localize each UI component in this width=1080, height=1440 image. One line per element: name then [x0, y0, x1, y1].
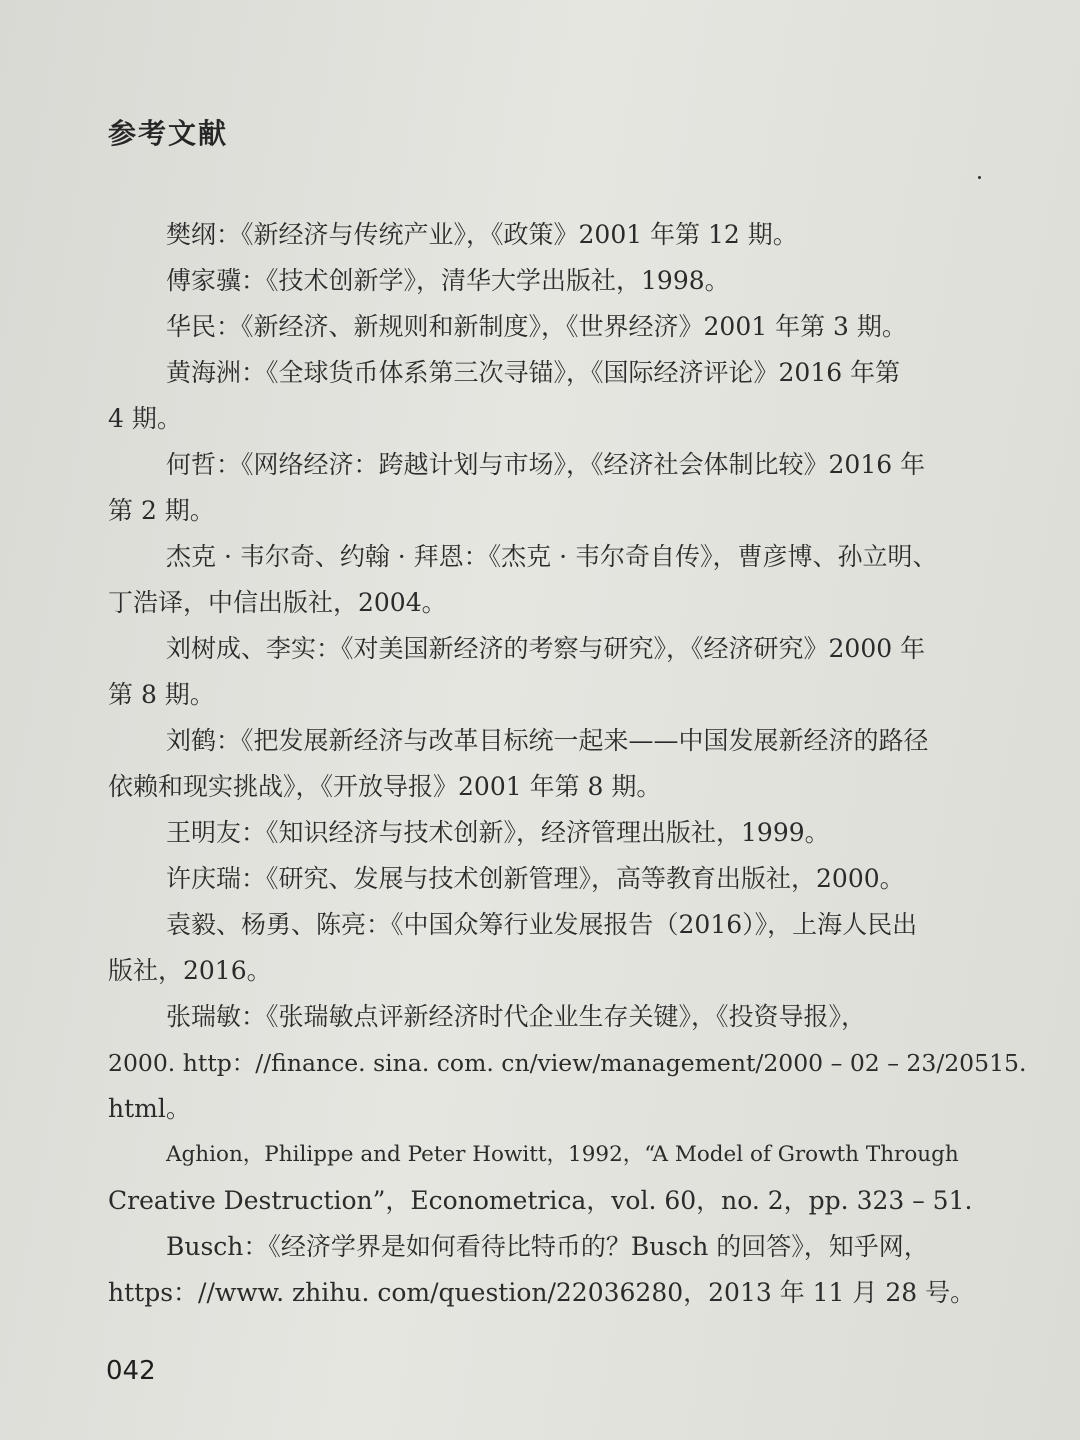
reference-line: 黄海洲：《全球货币体系第三次寻锚》，《国际经济评论》2016 年第	[166, 358, 901, 387]
reference-line: 樊纲：《新经济与传统产业》，《政策》2001 年第 12 期。	[166, 220, 798, 249]
reference-line: 张瑞敏：《张瑞敏点评新经济时代企业生存关键》，《投资导报》，	[166, 1002, 867, 1031]
reference-entry	[108, 258, 1030, 304]
reference-entry	[108, 212, 1030, 258]
reference-line: 刘树成、李实：《对美国新经济的考察与研究》，《经济研究》2000 年	[166, 634, 926, 663]
reference-line: 王明友：《知识经济与技术创新》，经济管理出版社，1999。	[166, 818, 830, 847]
reference-line: 第 8 期。	[108, 680, 215, 709]
reference-line: 依赖和现实挑战》，《开放导报》2001 年第 8 期。	[108, 772, 662, 801]
reference-entry	[108, 442, 1030, 534]
reference-line: 第 2 期。	[108, 496, 215, 525]
reference-entry	[108, 1132, 1030, 1224]
reference-line: Busch：《经济学界是如何看待比特币的？Busch 的回答》，知乎网，	[166, 1232, 929, 1261]
reference-entry	[108, 902, 1030, 994]
reference-entry	[108, 534, 1030, 626]
reference-line: Aghion，Philippe and Peter Howitt，1992，“A Model of Growth Through	[166, 1142, 959, 1167]
reference-entry	[108, 1224, 1030, 1316]
reference-entry	[108, 810, 1030, 856]
reference-line: 袁毅、杨勇、陈亮：《中国众筹行业发展报告（2016）》，上海人民出	[166, 910, 918, 939]
reference-line: 丁浩译，中信出版社，2004。	[108, 588, 447, 617]
reference-line: 许庆瑞：《研究、发展与技术创新管理》，高等教育出版社，2000。	[166, 864, 905, 893]
ink-speck	[978, 176, 981, 179]
reference-line: 华民：《新经济、新规则和新制度》，《世界经济》2001 年第 3 期。	[166, 312, 907, 341]
reference-entry	[108, 626, 1030, 718]
reference-line: Creative Destruction”，Econometrica，vol. 60，no. 2，pp. 323 – 51.	[108, 1186, 973, 1215]
reference-line: 杰克 · 韦尔奇、约翰 · 拜恩：《杰克 · 韦尔奇自传》，曹彦博、孙立明、	[166, 542, 938, 571]
reference-line: 何哲：《网络经济：跨越计划与市场》，《经济社会体制比较》2016 年	[166, 450, 926, 479]
reference-line: html。	[108, 1094, 191, 1123]
reference-entry	[108, 994, 1030, 1132]
reference-entry	[108, 856, 1030, 902]
reference-line: 版社，2016。	[108, 956, 272, 985]
reference-line: 傅家骥：《技术创新学》，清华大学出版社，1998。	[166, 266, 730, 295]
reference-line: 2000. http：//finance. sina. com. cn/view/management/2000 – 02 – 23/20515.	[108, 1049, 1027, 1077]
section-heading: 参考文献	[108, 117, 229, 150]
reference-entry	[108, 718, 1030, 810]
reference-line: https：//www. zhihu. com/question/22036280，2013 年 11 月 28 号。	[108, 1278, 976, 1307]
reference-line: 刘鹤：《把发展新经济与改革目标统一起来——中国发展新经济的路径	[166, 726, 929, 755]
reference-entry	[108, 350, 1030, 442]
reference-entry	[108, 304, 1030, 350]
page-number: 042	[106, 1356, 156, 1386]
reference-line: 4 期。	[108, 404, 182, 433]
